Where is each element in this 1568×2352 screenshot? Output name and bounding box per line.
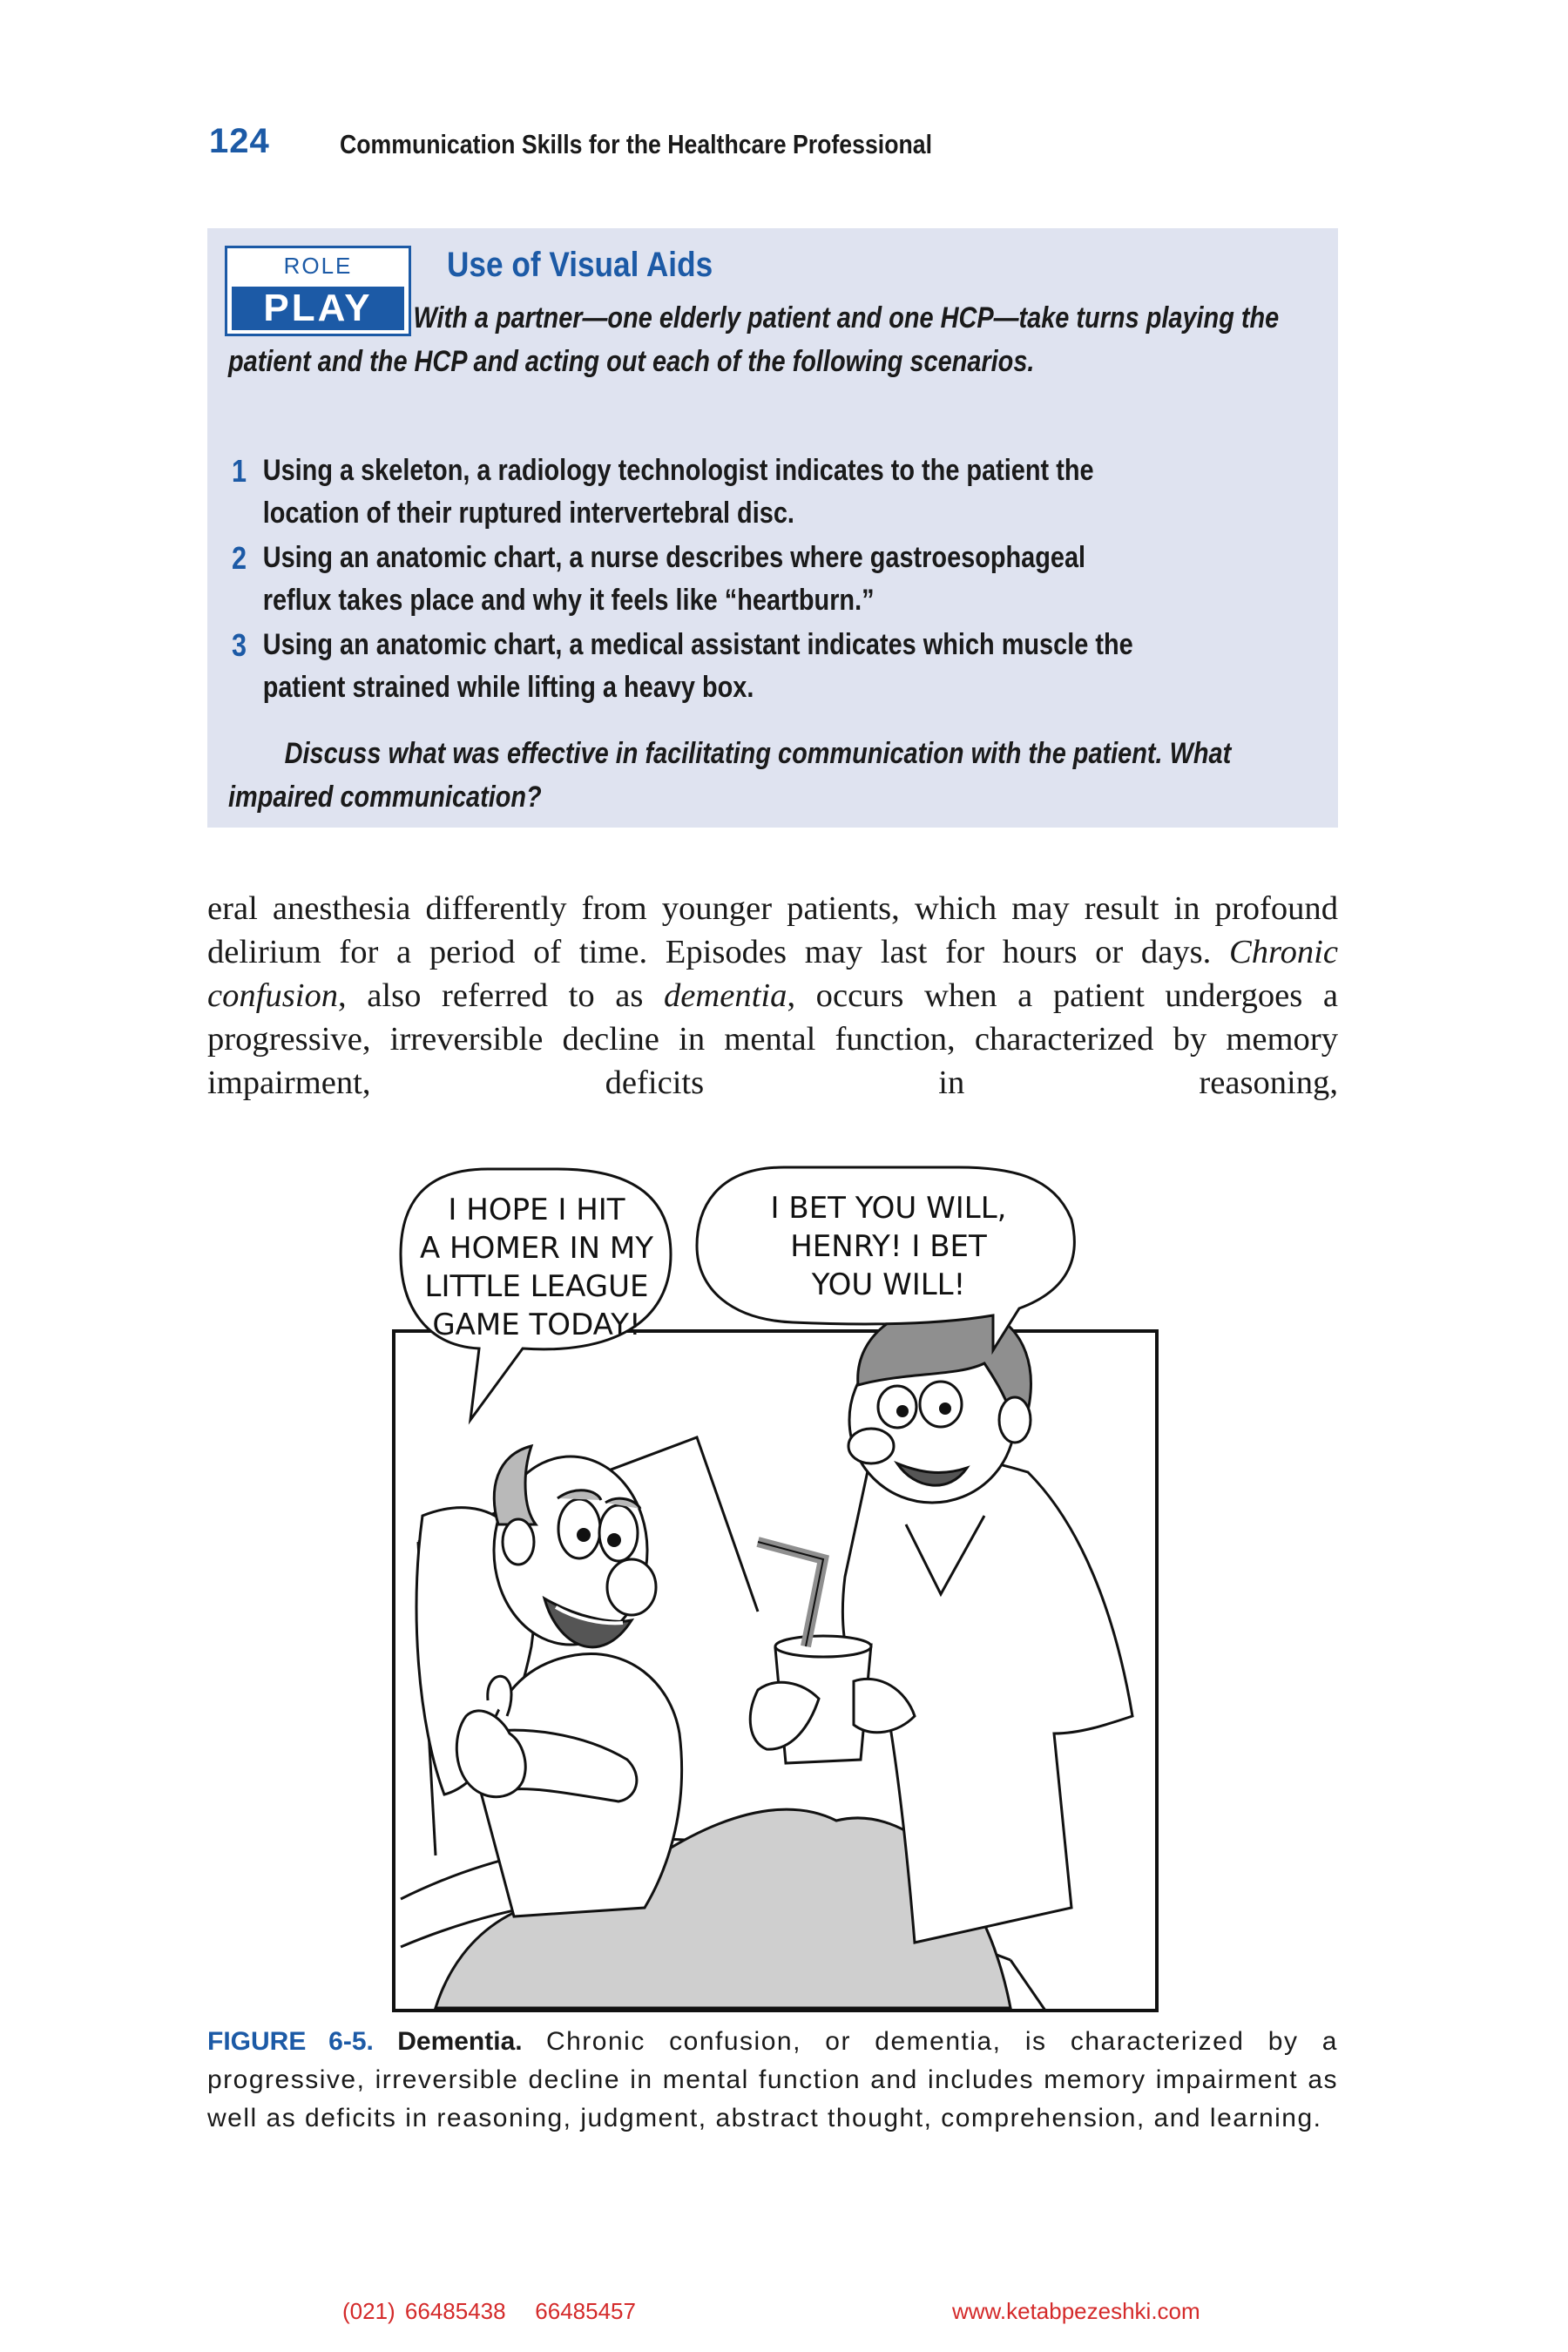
footer-phone: (021) 66485438 66485457 — [342, 2298, 636, 2324]
scenario-number: 3 — [232, 627, 247, 663]
scenario-item — [232, 449, 1254, 530]
role-play-discussion: Discuss what was effective in facilitating communication with the patient. What impaired communication? — [228, 737, 1232, 814]
bubble-left-line: A HOMER IN MY — [419, 1231, 654, 1266]
role-play-intro: With a partner—one elderly patient and one HCP—take turns playing the patient and the HCP and acting out each of the following scenarios. — [228, 301, 1280, 378]
scenario-line: Using an anatomic chart, a nurse describes where gastroesophageal — [262, 541, 1086, 574]
scenario-line: location of their ruptured intervertebral disc. — [262, 497, 794, 530]
scenario-line: Using an anatomic chart, a medical assistant indicates which muscle the — [262, 628, 1133, 661]
body-text-segment: , occurs when a patient undergoes a progressive, irreversible decline in mental function, characterized by memory impairment, deficits in reasoning, — [207, 977, 1338, 1101]
scenario-line: patient strained while lifting a heavy box. — [262, 671, 754, 704]
bubble-left-line: I HOPE I HIT — [448, 1193, 625, 1227]
figure-caption — [207, 2023, 1338, 2138]
bubble-left-line: LITTLE LEAGUE — [424, 1269, 649, 1304]
bubble-right-line: I BET YOU WILL, — [770, 1191, 1007, 1226]
term-chronic-confusion: Chronic confusion — [207, 934, 1338, 1014]
scenario-item — [232, 624, 1254, 704]
scenario-number: 2 — [232, 540, 247, 576]
scenario-item — [232, 537, 1254, 617]
body-text-segment: eral anesthesia differently from younger patients, which may result in profound delirium for a period of time. Episodes may last for hours or days. — [207, 890, 1338, 970]
scenario-line: Using a skeleton, a radiology technologist indicates to the patient the — [262, 454, 1094, 487]
caption-title: Dementia. — [397, 2027, 523, 2056]
footer-url: www.ketabpezeshki.com — [952, 2298, 1200, 2324]
bubble-left-line: GAME TODAY! — [432, 1308, 641, 1342]
page-number: 124 — [209, 122, 270, 160]
scenario-line: reflux takes place and why it feels like “heartburn.” — [262, 584, 875, 617]
body-paragraph — [207, 887, 1338, 1105]
caption-label: FIGURE 6-5. — [207, 2027, 374, 2056]
body-text-segment: , also referred to as — [338, 977, 665, 1014]
dementia-cartoon-figure — [383, 1159, 1167, 2012]
badge-play-label: PLAY — [232, 287, 404, 330]
badge-role-label: ROLE — [283, 253, 353, 279]
scenario-number: 1 — [232, 453, 247, 489]
term-dementia: dementia — [664, 977, 787, 1014]
bubble-right-line: HENRY! I BET — [790, 1229, 987, 1264]
running-head: Communication Skills for the Healthcare Professional — [340, 129, 933, 159]
bubble-right-line: YOU WILL! — [811, 1267, 966, 1302]
role-play-title: Use of Visual Aids — [447, 246, 713, 284]
caption-text: Chronic confusion, or dementia, is characterized by a progressive, irreversible decline in mental function and includes memory impairment as well as deficits in reasoning, judgment, abstract thought, comprehension, and learning. — [207, 2027, 1338, 2132]
